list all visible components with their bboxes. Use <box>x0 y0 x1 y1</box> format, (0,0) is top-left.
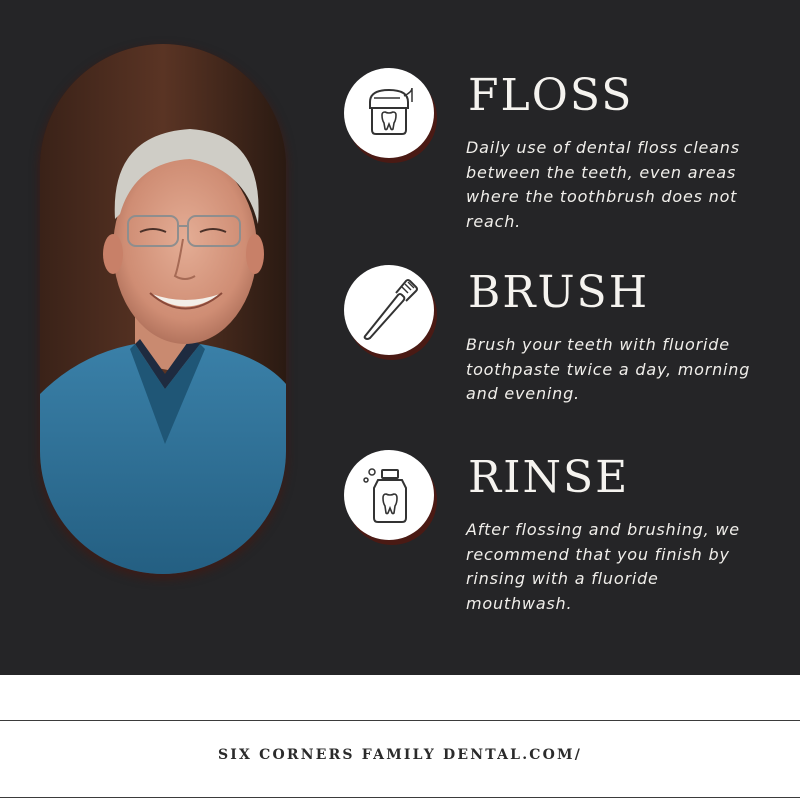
dentist-portrait <box>40 44 286 574</box>
dentist-photo-illustration <box>40 44 286 574</box>
tip-floss-heading: FLOSS <box>468 70 634 121</box>
floss-icon <box>344 68 434 158</box>
footer-divider-bottom <box>0 797 800 798</box>
tip-brush-body: Brush your teeth with fluoride toothpaste twice a day, morning and evening. <box>466 335 751 403</box>
tip-floss-body: Daily use of dental floss cleans between the teeth, even areas where the toothbrush does not reach. <box>466 138 740 231</box>
footer-divider-top <box>0 720 800 721</box>
mouthwash-icon <box>344 450 434 540</box>
footer-website[interactable]: SIX CORNERS FAMILY DENTAL.COM/ <box>217 747 583 763</box>
tip-brush-heading: BRUSH <box>468 267 650 318</box>
tip-rinse-heading: RINSE <box>468 452 630 503</box>
toothbrush-icon <box>344 265 434 355</box>
tip-rinse-body: After flossing and brushing, we recommend that you finish by rinsing with a fluoride mouthwash. <box>466 520 740 613</box>
